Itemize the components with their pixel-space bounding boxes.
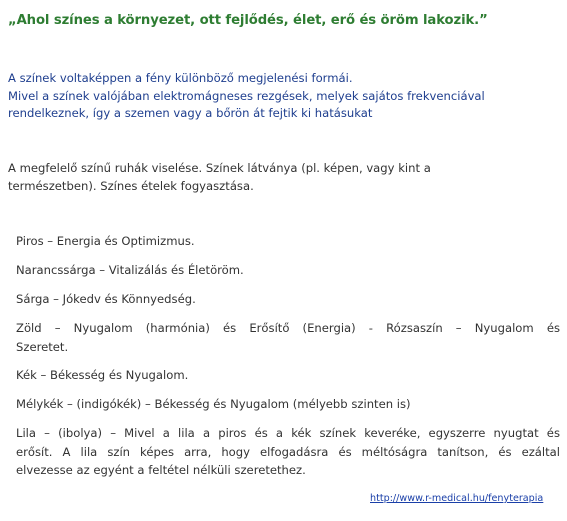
usage-line: A megfelelő színű ruhák viselése. Színek látványa (pl. képen, vagy kint a [8,161,431,175]
intro-line: rendelkeznek, így a szemen vagy a bőrön át fejtik ki hatásukat [8,106,373,120]
color-item-text: elvezesse az egyént a feltétel nélküli szeretethez. [16,463,306,477]
color-item-text: Zöld – Nyugalom (harmónia) és Erősítő (Energia) - Rózsaszín – Nyugalom és [16,321,560,335]
color-item-lila [16,424,560,480]
intro-line: A színek voltaképpen a fény különböző megjelenési formái. [8,71,353,85]
intro-line: Mivel a színek valójában elektromágneses rezgések, melyek sajátos frekvenciával [8,88,485,103]
color-item-zold [16,319,560,356]
color-item-text: Sárga – Jókedv és Könnyedség. [16,292,196,306]
color-item-text: Piros – Energia és Optimizmus. [16,234,195,248]
color-item-melykek [16,395,560,414]
source-link[interactable]: http://www.r-medical.hu/fenyterapia [370,493,544,504]
color-item-narancssarga [16,261,560,280]
color-item-text: Narancssárga – Vitalizálás és Életöröm. [16,263,244,277]
headline-quote: „Ahol színes a környezet, ott fejlődés, élet, erő és öröm lakozik.” [8,13,488,28]
color-item-sarga [16,290,560,309]
color-item-piros [16,232,560,251]
color-item-text: Mélykék – (indigókék) – Békesség és Nyugalom (mélyebb szinten is) [16,397,411,411]
usage-paragraph [8,160,560,195]
color-item-text: Kék – Békesség és Nyugalom. [16,368,189,382]
color-item-kek [16,366,560,385]
color-item-text: Szeretet. [16,339,69,354]
color-item-text: Lila – (ibolya) – Mivel a lila a piros és a kék színek keveréke, egyszerre nyugtat és [16,426,560,440]
color-item-text: erősít. A lila szín képes arra, hogy elfogadásra és méltóságra tanítson, és ezáltal [16,444,560,459]
intro-paragraph [8,70,560,123]
usage-line: természetben). Színes ételek fogyasztása. [8,178,254,193]
